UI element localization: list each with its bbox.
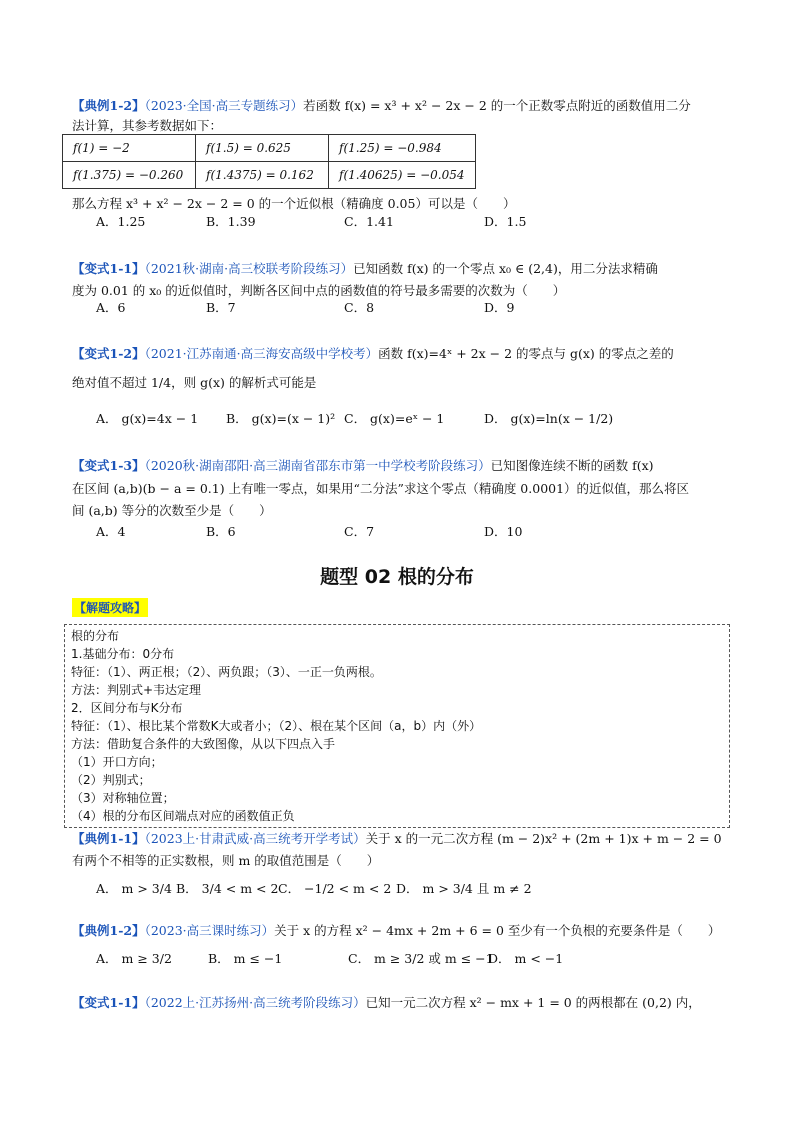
table-cell: f(1.40625) = −0.054	[329, 162, 476, 189]
option-a: A．6	[96, 300, 126, 315]
var12-source: （2021·江苏南通·高三海安高级中学校考）	[144, 346, 379, 361]
table-row	[63, 162, 476, 189]
option-c: C．8	[344, 300, 375, 315]
table-row	[63, 135, 476, 162]
var11b-source: （2022上·江苏扬州·高三统考阶段练习）	[144, 995, 366, 1010]
box-line: 方法：判别式+韦达定理	[71, 683, 202, 697]
ex12a-text2: 法计算，其参考数据如下：	[72, 118, 223, 133]
ex11b-source: （2023上·甘肃武威·高三统考开学考试）	[144, 831, 366, 846]
table-cell: f(1.25) = −0.984	[329, 135, 476, 162]
ex12a-text1: 若函数 f(x) = x³ + x² − 2x − 2 的一个正数零点附近的函数值用二分	[303, 98, 691, 113]
box-line: （2）判别式；	[71, 773, 151, 787]
option-d: D． g(x)=ln(x − 1/2)	[484, 411, 614, 426]
box-line: 特征：（1）、两正根；（2）、两负跟；（3）、一正一负两根。	[71, 665, 382, 679]
ex11b-text1: 关于 x 的一元二次方程 (m − 2)x² + (2m + 1)x + m − 2 = 0	[365, 831, 722, 846]
section-heading: 题型 02 根的分布	[320, 566, 474, 588]
box-line: 特征：（1）、根比某个常数K大或者小；（2）、根在某个区间（a，b）内（外）	[71, 719, 482, 733]
ex12a-tag: 【典例1-2】	[72, 98, 145, 113]
var13-tag: 【变式1-3】	[72, 458, 145, 473]
ex12b-tag: 【典例1-2】	[72, 923, 145, 938]
ex11b-tag: 【典例1-1】	[72, 831, 145, 846]
option-a: A． m > 3/4	[96, 881, 172, 896]
var12-tag: 【变式1-2】	[72, 346, 145, 361]
var13-source: （2020秋·湖南邵阳·高三湖南省邵东市第一中学校考阶段练习）	[144, 458, 491, 473]
option-a: A． g(x)=4x − 1	[96, 411, 199, 426]
var12-options	[96, 410, 613, 428]
var13-text3: 间 (a,b) 等分的次数至少是（ ）	[72, 503, 272, 518]
var12-text2: 绝对值不超过 1/4，则 g(x) 的解析式可能是	[72, 375, 317, 390]
ex12a-options	[96, 213, 526, 231]
box-line: 根的分布	[71, 629, 120, 643]
box-line: （3）对称轴位置；	[71, 791, 175, 805]
box-line: 2．区间分布与K分布	[71, 701, 183, 715]
option-c: C．1.41	[344, 214, 394, 229]
option-a: A．4	[96, 524, 126, 539]
option-b: B． 3/4 < m < 2	[176, 881, 279, 896]
option-a: A． m ≥ 3/2	[96, 951, 172, 966]
var11a-options	[96, 299, 514, 317]
var11a-text2: 度为 0.01 的 x₀ 的近似值时，判断各区间中点的函数值的符号最多需要的次数为（ ）	[72, 283, 566, 298]
var11a-text1: 已知函数 f(x) 的一个零点 x₀ ∈ (2,4)，用二分法求精确	[353, 261, 658, 276]
var13-options	[96, 523, 522, 541]
strategy-box	[64, 624, 730, 828]
option-d: D． m > 3/4 且 m ≠ 2	[396, 881, 532, 896]
ex12b-source: （2023·高三课时练习）	[144, 923, 275, 938]
var11b-tag: 【变式1-1】	[72, 995, 145, 1010]
option-b: B．6	[206, 524, 236, 539]
var11a-line1	[72, 260, 658, 278]
reference-data-table	[62, 134, 476, 189]
option-a: A．1.25	[96, 214, 146, 229]
table-cell: f(1.4375) = 0.162	[196, 162, 329, 189]
box-line: 方法：借助复合条件的大致图像，从以下四点入手	[71, 737, 336, 751]
option-c: C． g(x)=eˣ − 1	[344, 411, 445, 426]
ex12a-line1	[72, 97, 691, 115]
var13-line1	[72, 457, 654, 475]
ex12a-source: （2023·全国·高三专题练习）	[144, 98, 304, 113]
var12-text1: 函数 f(x)=4ˣ + 2x − 2 的零点与 g(x) 的零点之差的	[378, 346, 674, 361]
table-cell: f(1.5) = 0.625	[196, 135, 329, 162]
option-b: B． m ≤ −1	[208, 951, 283, 966]
ex12b-options	[96, 950, 563, 968]
option-b: B．1.39	[206, 214, 256, 229]
option-b: B． g(x)=(x − 1)²	[226, 411, 336, 426]
var12-line1	[72, 345, 674, 363]
var11b-line1	[72, 994, 701, 1012]
option-d: D．9	[484, 300, 515, 315]
option-c: C． m ≥ 3/2 或 m ≤ −1	[348, 951, 494, 966]
table-cell: f(1) = −2	[63, 135, 196, 162]
var13-text1: 已知图像连续不断的函数 f(x)	[490, 458, 654, 473]
ex11b-options	[96, 880, 532, 898]
var11b-text1: 已知一元二次方程 x² − mx + 1 = 0 的两根都在 (0,2) 内，	[365, 995, 701, 1010]
box-line: （4）根的分布区间端点对应的函数值正负	[71, 809, 295, 823]
option-d: D．1.5	[484, 214, 527, 229]
option-d: D． m < −1	[488, 951, 564, 966]
ex12b-text1: 关于 x 的方程 x² − 4mx + 2m + 6 = 0 至少有一个负根的充要条件是（ ）	[274, 923, 721, 938]
var13-text2: 在区间 (a,b)(b − a = 0.1) 上有唯一零点，如果用“二分法”求这个零点（精确度 0.0001）的近似值，那么将区	[72, 481, 690, 496]
var11a-source: （2021秋·湖南·高三校联考阶段练习）	[144, 261, 354, 276]
box-line: （1）开口方向；	[71, 755, 163, 769]
box-line: 1.基础分布：0分布	[71, 647, 175, 661]
strategy-label: 【解题攻略】	[72, 598, 148, 617]
table-cell: f(1.375) = −0.260	[63, 162, 196, 189]
option-b: B．7	[206, 300, 236, 315]
ex11b-line1	[72, 830, 722, 848]
ex12b-line1	[72, 922, 720, 940]
option-c: C． −1/2 < m < 2	[278, 881, 392, 896]
option-d: D．10	[484, 524, 523, 539]
ex12a-text3: 那么方程 x³ + x² − 2x − 2 = 0 的一个近似根（精确度 0.05）可以是（ ）	[72, 196, 516, 211]
option-c: C．7	[344, 524, 375, 539]
var11a-tag: 【变式1-1】	[72, 261, 145, 276]
ex11b-text2: 有两个不相等的正实数根，则 m 的取值范围是（ ）	[72, 853, 380, 868]
